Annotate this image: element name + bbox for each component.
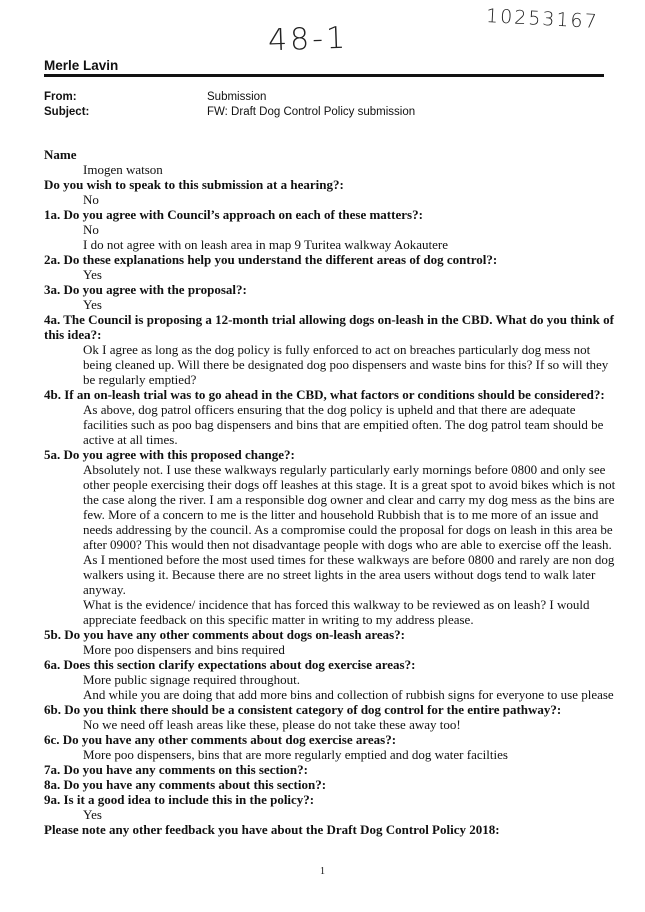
answer-text: As above, dog patrol officers ensuring that the dog policy is upheld and that there are adequate facilities such as poo bag dispensers and bins that are empitied often. The dog patrol team should be active at all times.	[83, 402, 604, 447]
question-text: 5b. Do you have any other comments about dogs on-leash areas?:	[44, 627, 406, 642]
answer-text: I do not agree with on leash area in map 9 Turitea walkway Aokautere	[83, 237, 448, 252]
author-name: Merle Lavin	[44, 58, 119, 73]
from-value: Submission	[207, 91, 267, 103]
subject-value: FW: Draft Dog Control Policy submission	[207, 106, 416, 118]
name-label: Name	[44, 147, 77, 162]
answer-text: No	[83, 192, 99, 207]
question-text: 6b. Do you think there should be a consistent category of dog control for the entire pathway?:	[44, 702, 562, 717]
question-text: 1a. Do you agree with Council’s approach on each of these matters?:	[44, 207, 423, 222]
answer-text: And while you are doing that add more bins and collection of rubbish signs for everyone to use please	[83, 687, 614, 702]
question-text: 7a. Do you have any comments on this section?:	[44, 762, 308, 777]
question-block	[44, 822, 619, 837]
answer-text: More public signage required throughout.	[83, 672, 300, 687]
answer-text: No we need off leash areas like these, please do not take these away too!	[83, 717, 461, 732]
question-block	[44, 447, 619, 627]
question-text: 5a. Do you agree with this proposed change?:	[44, 447, 295, 462]
submission-form	[44, 147, 619, 837]
question-block	[44, 657, 619, 702]
question-text: Do you wish to speak to this submission at a hearing?:	[44, 177, 344, 192]
question-text: 4a. The Council is proposing a 12-month trial allowing dogs on-leash in the CBD. What do you think of this idea?:	[44, 312, 614, 342]
question-text: 3a. Do you agree with the proposal?:	[44, 282, 247, 297]
question-block	[44, 207, 619, 252]
question-block	[44, 282, 619, 312]
question-text: 8a. Do you have any comments about this section?:	[44, 777, 327, 792]
question-text: Please note any other feedback you have about the Draft Dog Control Policy 2018:	[44, 822, 500, 837]
answer-text: Absolutely not. I use these walkways regularly particularly early mornings before 0800 and only see other people exercising their dogs off leashes at this stage. It is a great spot to avoid bikes which is not the case along the river. I am a responsible dog owner and clear and carry my dog mess as the bins are few. More of a concern to me is the litter and household Rubbish that is to me more of an issue and needs addressing by the council. As a compromise could the proposal for dogs on leash in this area be after 0900? This would then not disadvantage people with dogs who are able to exercise off the leash. As I mentioned before the most used times for these walkways are before 0800 and rarely are non dog walkers using it. Because there are no street lights in the area users without dogs tend to walk later anyway.	[83, 462, 616, 597]
answer-text: Ok I agree as long as the dog policy is fully enforced to act on breaches particularly dog mess not being cleaned up. Will there be designated dog poo dispensers and waste bins for this? If so will they be regularly emptied?	[83, 342, 609, 387]
question-text: 6a. Does this section clarify expectations about dog exercise areas?:	[44, 657, 416, 672]
answer-text: Yes	[83, 807, 102, 822]
question-block	[44, 627, 619, 657]
answer-text: No	[83, 222, 99, 237]
question-block	[44, 387, 619, 447]
answer-text: What is the evidence/ incidence that has forced this walkway to be reviewed as on leash? I would appreciate feedback on this specific matter in writing to my address please.	[83, 597, 590, 627]
question-block	[44, 792, 619, 822]
from-label: From:	[44, 91, 77, 103]
question-list	[44, 177, 619, 837]
page-number: 1	[320, 866, 325, 877]
question-block	[44, 777, 619, 792]
header-rule	[44, 74, 604, 77]
question-block	[44, 702, 619, 732]
answer-text: Yes	[83, 267, 102, 282]
question-text: 2a. Do these explanations help you understand the different areas of dog control?:	[44, 252, 498, 267]
answer-text: More poo dispensers, bins that are more regularly emptied and dog water facilties	[83, 747, 508, 762]
question-text: 4b. If an on-leash trial was to go ahead in the CBD, what factors or conditions should be considered?:	[44, 387, 605, 402]
question-block	[44, 177, 619, 207]
question-text: 6c. Do you have any other comments about dog exercise areas?:	[44, 732, 397, 747]
answer-text: Yes	[83, 297, 102, 312]
question-text: 9a. Is it a good idea to include this in the policy?:	[44, 792, 315, 807]
subject-label: Subject:	[44, 106, 90, 118]
question-block	[44, 732, 619, 762]
answer-text: More poo dispensers and bins required	[83, 642, 285, 657]
name-value: Imogen watson	[83, 162, 163, 177]
question-block	[44, 762, 619, 777]
question-block	[44, 312, 619, 387]
handwritten-document-number: 10253167	[485, 5, 600, 33]
handwritten-reference: 48-1	[267, 20, 349, 59]
question-block	[44, 252, 619, 282]
